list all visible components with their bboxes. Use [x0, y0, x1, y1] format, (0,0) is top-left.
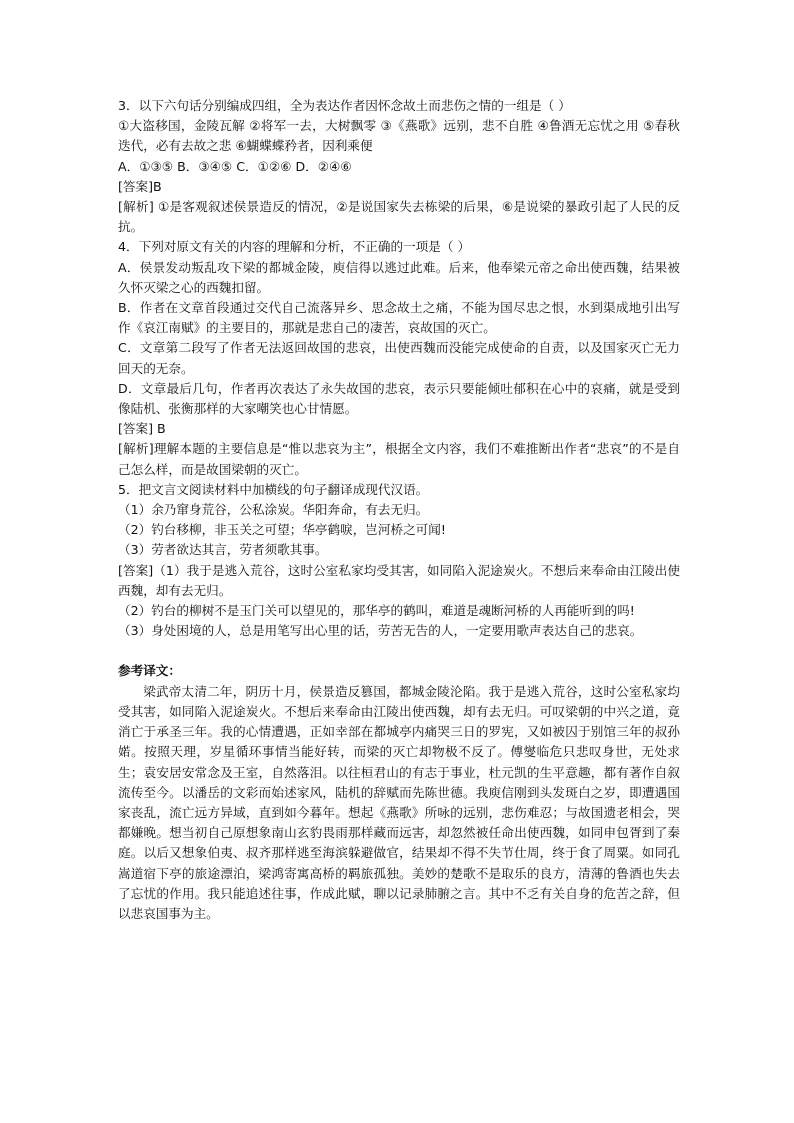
q5-answer-3: （3）身处困境的人，总是用笔写出心里的话，劳苦无告的人，一定要用歌声表达自己的悲哀。 [118, 623, 643, 639]
q4-analysis: [解析]理解本题的主要信息是“惟以悲哀为主”，根据全文内容，我们不难推断出作者“悲哀”的不是自己怎么样，而是故国梁朝的灭亡。 [118, 441, 680, 477]
q4-option-c: C．文章第二段写了作者无法返回故国的悲哀，出使西魏而没能完成使命的自责，以及国家灭亡无力回天的无奈。 [118, 340, 680, 376]
section-spacer [118, 641, 680, 661]
q3-answer: [答案]B [118, 178, 162, 194]
q3-options: ①大盗移国，金陵瓦解 ②将军一去，大树飘零 ③《燕歌》远别，悲不自胜 ④鲁酒无忘忧之用 ⑤春秋迭代，必有去故之悲 ⑥蝴蝶蝶矜者，因利乘便 [118, 118, 680, 154]
q3-analysis: [解析] ①是客观叙述侯景造反的情况，②是说国家失去栋梁的后果，⑥是说梁的暴政引起了人民的反抗。 [118, 199, 680, 235]
q5-answer-2: （2）钓台的柳树不是玉门关可以望见的，那华亭的鹤叫，难道是魂断河桥的人再能听到的吗! [118, 603, 635, 619]
q4-option-b: B．作者在文章首段通过交代自己流落异乡、思念故土之痛，不能为国尽忠之恨，水到渠成地引出写作《哀江南赋》的主要目的，那就是悲自己的凄苦，哀故国的灭亡。 [118, 300, 680, 336]
q4-option-d: D．文章最后几句，作者再次表达了永失故国的悲哀，表示只要能倾吐郁积在心中的哀痛，就是受到像陆机、张衡那样的大家嘲笑也心甘情愿。 [118, 380, 680, 417]
reference-body: 梁武帝太清二年，阴历十月，侯景造反篡国，都城金陵沦陷。我于是逃入荒谷，这时公室私家均受其害，如同陷入泥途炭火。不想后来奉命由江陵出使西魏，却有去无归。可叹梁朝的中兴之道，竟消亡于承圣三年。我的心情遭遇，正如幸部在都城亭内痛哭三日的罗宪，又如被囚于别馆三年的叔孙婼。按照天理，岁星循环事情当能好转，而梁的灭亡却物极不反了。傅燮临危只悲叹身世，无处求生；袁安居安常念及王室，自然落泪。以往桓君山的有志于事业，杜元凯的生平意趣，都有著作自叙流传至今。以潘岳的文彩而始述家风，陆机的辞赋而先陈世德。我庾信刚到头发斑白之岁，即遭遇国家丧乱，流亡远方异域，直到如今暮年。想起《燕歌》所咏的远别，悲伤难忍；与故国遗老相会，哭都嫌晚。想当初自己原想象南山玄豹畏雨那样藏而远害，却忽然被任命出使西魏，如同申包胥到了秦庭。以后又想象伯夷、叔齐那样逃至海滨躲避做官，结果却不得不失节仕周，终于食了周粟。如同孔嵩道宿下亭的旅途漂泊，梁鸿寄寓高桥的羁旅孤独。美妙的楚歌不是取乐的良方，清薄的鲁酒也失去了忘忧的作用。我只能追述往事，作成此赋，聊以记录肺腑之言。其中不乏有关自身的危苦之辞，但以悲哀国事为主。 [118, 683, 680, 921]
q5-stem: 5．把文言文阅读材料中加横线的句子翻译成现代汉语。 [118, 481, 429, 497]
q5-answer-1: [答案]（1）我于是逃入荒谷，这时公室私家均受其害，如同陷入泥途炭火。不想后来奉命由江陵出使西魏，却有去无归。 [118, 562, 680, 598]
q5-sentence-2: （2）钓台移柳，非玉关之可望；华亭鹤唳，岂河桥之可闻! [118, 522, 446, 538]
q4-answer: [答案] B [118, 421, 166, 437]
q5-sentence-3: （3）劳者欲达其言，劳者须歌其事。 [118, 542, 328, 558]
document-page [118, 96, 680, 924]
q4-stem: 4．下列对原文有关的内容的理解和分析，不正确的一项是（ ） [118, 239, 471, 255]
q5-sentence-1: （1）余乃窜身荒谷，公私涂炭。华阳奔命，有去无归。 [118, 502, 429, 518]
q3-choices: A．①③⑤ B．③④⑤ C．①②⑥ D．②④⑥ [118, 158, 352, 174]
q4-option-a: A．侯景发动叛乱攻下梁的都城金陵，庾信得以逃过此难。后来，他奉梁元帝之命出使西魏，结果被久怀灭梁之心的西魏扣留。 [118, 259, 680, 295]
reference-heading: 参考译文： [118, 663, 181, 679]
q3-stem: 3．以下六句话分别编成四组，全为表达作者因怀念故土而悲伤之情的一组是（ ） [118, 98, 571, 113]
